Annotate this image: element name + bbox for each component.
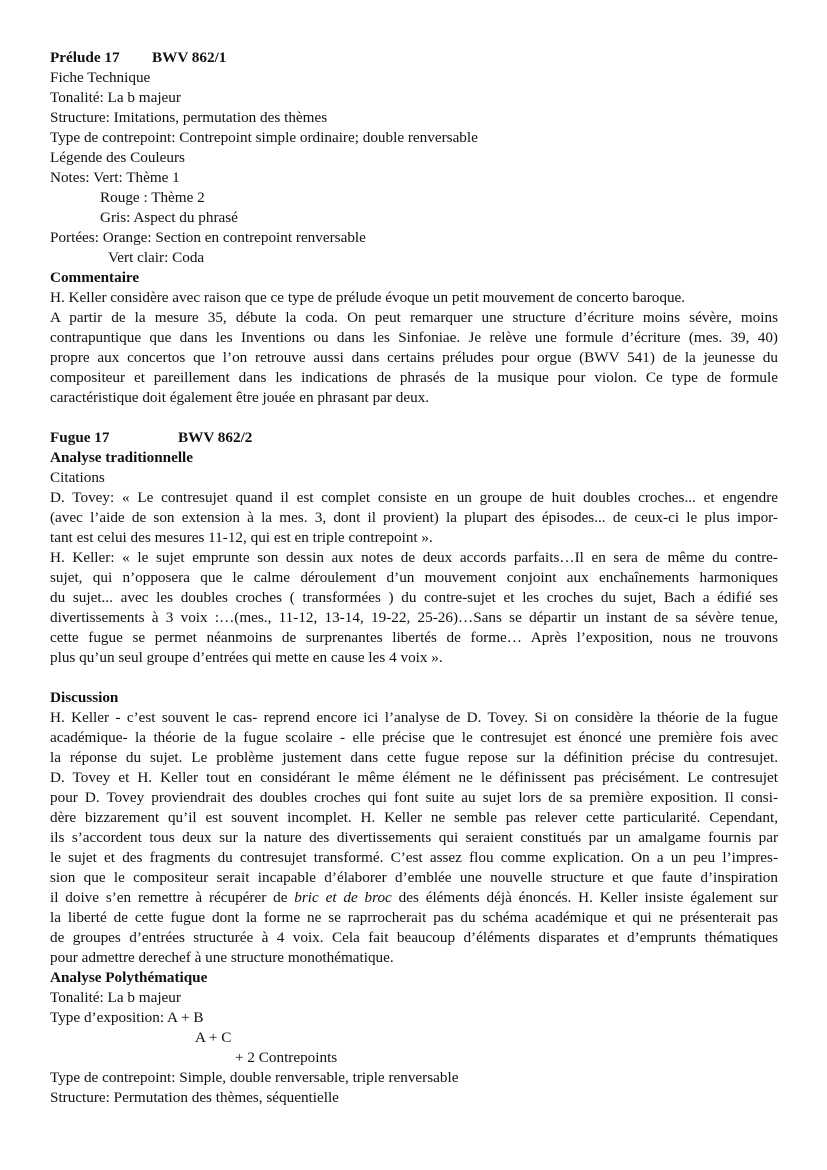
prelude-portees-vert-clair: Vert clair: Coda xyxy=(108,249,205,266)
prelude-contrepoint: Type de contrepoint: Contrepoint simple ordinaire; double renversable xyxy=(50,129,478,146)
discussion-line: le sujet et des fragments du contresujet transformé. C’est assez flou comme explication. On a un peu l’impres- xyxy=(50,849,778,866)
keller-line: cette fugue se permet néanmoins de surprenantes libertés de forme… Après l’exposition, nous ne trouvons xyxy=(50,629,778,646)
discussion-text: il doive s’en remettre à récupérer de xyxy=(50,889,295,906)
poly-contrepoint: Type de contrepoint: Simple, double renversable, triple renversable xyxy=(50,1069,459,1086)
tovey-line: (avec l’aide de son extension à la mes. 3, dont il provient) la plupart des épisodes... de ceux-ci le plus impor- xyxy=(50,509,778,526)
citations-label: Citations xyxy=(50,469,105,486)
prelude-portees-orange: Portées: Orange: Section en contrepoint renversable xyxy=(50,229,366,246)
prelude-tonalite: Tonalité: La b majeur xyxy=(50,89,181,106)
discussion-line: ils s’accordent tous deux sur la nature des divertissements qui seraient constitués par un amalgame fournis par xyxy=(50,829,778,846)
commentaire-line: propre aux concertos que l’on retrouve aussi dans certains préludes pour orgue (BWV 541) de la jeunesse du xyxy=(50,349,778,366)
fugue-title: Fugue 17 xyxy=(50,429,110,446)
keller-line: du sujet... avec les doubles croches ( transformées ) du contre-sujet et les croches du sujet, Bach a édifié ses xyxy=(50,589,778,606)
commentaire-line: compositeur et pareillement dans les indications de phrasés de la musique pour violon. Ce type de formule xyxy=(50,369,778,386)
prelude-title: Prélude 17 xyxy=(50,49,120,66)
poly-exposition-contrepoints: + 2 Contrepoints xyxy=(235,1049,338,1066)
discussion-italic-phrase: bric et de broc xyxy=(294,889,392,906)
keller-line: plus qu’un seul groupe d’entrées qui mette en cause les 4 voix ». xyxy=(50,649,443,666)
discussion-heading: Discussion xyxy=(50,689,119,706)
fugue-title-line xyxy=(50,428,778,448)
prelude-bwv: BWV 862/1 xyxy=(152,49,227,66)
discussion-line: sion que le compositeur serait incapable d’élaborer d’emblée une nouvelle structure et que faute d’inspiration xyxy=(50,869,778,886)
fugue-bwv: BWV 862/2 xyxy=(178,429,253,446)
document-page xyxy=(50,48,778,1108)
discussion-line: pour admettre derechef à une structure monothématique. xyxy=(50,949,394,966)
prelude-legende: Légende des Couleurs xyxy=(50,149,185,166)
discussion-line: dère bizzarement qu’il est souvent incomplet. H. Keller ne semble pas relever cette particularité. Cependant, xyxy=(50,809,778,826)
spacer xyxy=(50,668,778,688)
prelude-title-line xyxy=(50,48,778,68)
poly-exposition: Type d’exposition: A + B xyxy=(50,1009,204,1026)
analyse-traditionnelle-heading: Analyse traditionnelle xyxy=(50,449,194,466)
discussion-line: la liberté de cette fugue dont la forme ne se raprrocherait pas du schéma académique et qui ne présenterait pas xyxy=(50,909,778,926)
prelude-notes-gris: Gris: Aspect du phrasé xyxy=(100,209,238,226)
poly-exposition-ac: A + C xyxy=(195,1029,232,1046)
discussion-line: de groupes d’entrées structurée à 4 voix. Cela fait beaucoup d’éléments disparates et d’emprunts thématiques xyxy=(50,929,778,946)
poly-structure: Structure: Permutation des thèmes, séquentielle xyxy=(50,1089,339,1106)
keller-line: H. Keller: « le sujet emprunte son dessin aux notes de deux accords parfaits…Il en sera de même du contre- xyxy=(50,549,778,566)
commentaire-heading: Commentaire xyxy=(50,269,140,286)
discussion-line: D. Tovey et H. Keller tout en considérant le même élément ne le définissent pas précisément. Le contresujet xyxy=(50,769,778,786)
discussion-line-italic xyxy=(50,888,778,908)
prelude-fiche: Fiche Technique xyxy=(50,69,151,86)
spacer xyxy=(50,408,778,428)
discussion-text: des éléments déjà énoncés. H. Keller insiste également sur xyxy=(391,889,778,906)
poly-tonalite: Tonalité: La b majeur xyxy=(50,989,181,1006)
prelude-notes-rouge: Rouge : Thème 2 xyxy=(100,189,205,206)
prelude-notes-vert: Notes: Vert: Thème 1 xyxy=(50,169,180,186)
discussion-line: académique- la théorie de la fugue scolaire - elle précise que le contresujet est énoncé une première fois avec xyxy=(50,729,778,746)
prelude-structure: Structure: Imitations, permutation des thèmes xyxy=(50,109,328,126)
tovey-line: D. Tovey: « Le contresujet quand il est complet consiste en un groupe de huit doubles croches... et engendre xyxy=(50,489,778,506)
commentaire-line: H. Keller considère avec raison que ce type de prélude évoque un petit mouvement de concerto baroque. xyxy=(50,289,686,306)
commentaire-line: caractéristique doit également être jouée en phrasant par deux. xyxy=(50,389,430,406)
discussion-line: pour D. Tovey proviendrait des doubles croches qui font suite au sujet lors de sa première exposition. Il consi- xyxy=(50,789,778,806)
commentaire-line: contrapuntique que dans les Inventions ou dans les Sinfoniae. Je relève une formule d’écriture (mes. 39, 40) xyxy=(50,329,778,346)
commentaire-line: A partir de la mesure 35, débute la coda. On peut remarquer une structure d’écriture moins sévère, moins xyxy=(50,309,778,326)
keller-line: sujet, qui n’opposera que le calme déroulement d’un mouvement conjoint aux enchaînements harmoniques xyxy=(50,569,778,586)
discussion-line: H. Keller - c’est souvent le cas- reprend encore ici l’analyse de D. Tovey. Si on considère la théorie de la fugue xyxy=(50,709,778,726)
keller-line: divertissements à 3 voix :…(mes., 11-12, 13-14, 19-22, 25-26)…Sans se départir un instant de sa sévère tenue, xyxy=(50,609,778,626)
discussion-line: la réponse du sujet. Le problème justement dans cette fugue repose sur la définition précise du contresujet. xyxy=(50,749,778,766)
tovey-line: tant est celui des mesures 11-12, qui est en triple contrepoint ». xyxy=(50,529,433,546)
analyse-polythematique-heading: Analyse Polythématique xyxy=(50,969,208,986)
